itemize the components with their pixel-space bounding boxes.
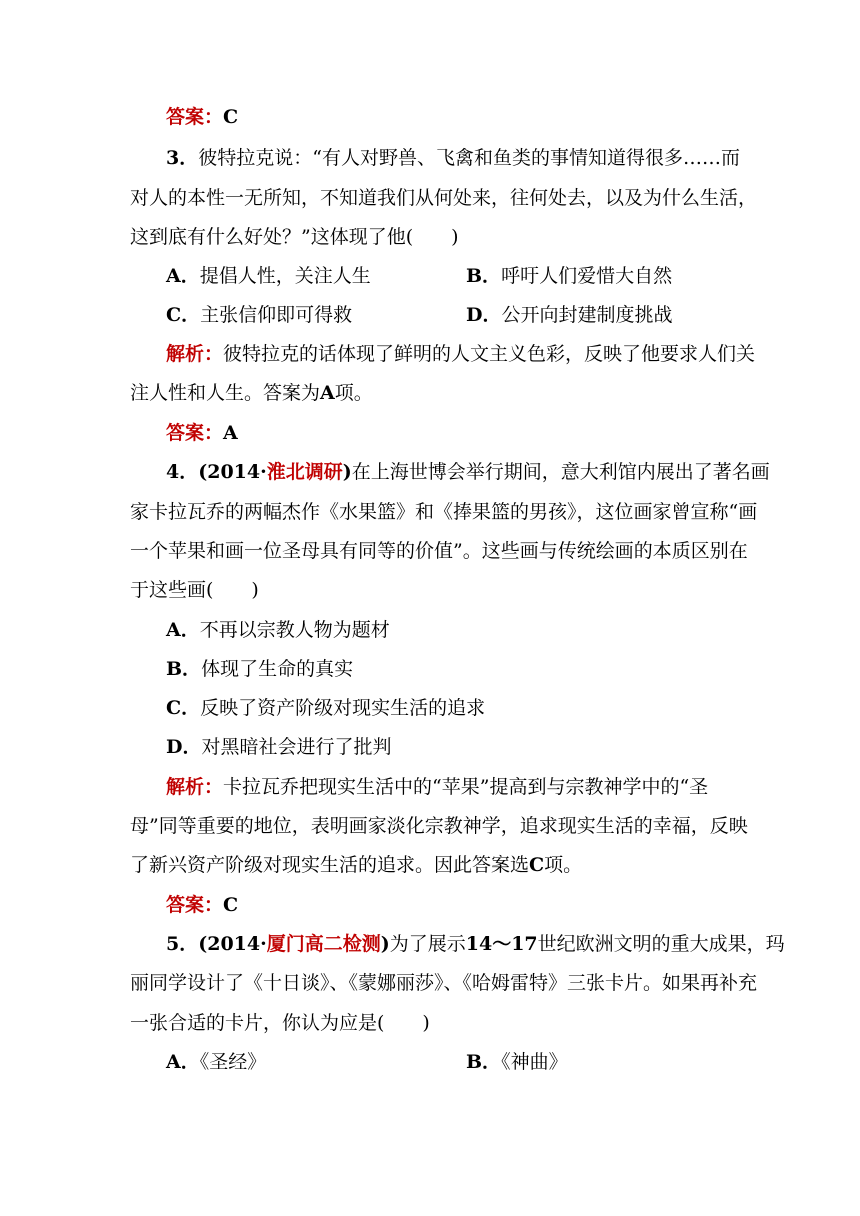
analysis-text: 注人性和人生。答案为 xyxy=(130,382,321,404)
option-letter: C． xyxy=(166,697,201,719)
option-letter: A． xyxy=(166,265,200,287)
question-4-option-b xyxy=(166,656,353,682)
option-text: 呼吁人们爱惜大自然 xyxy=(501,265,673,287)
analysis-answer-letter: A xyxy=(320,382,335,404)
analysis-text: 母”同等重要的地位，表明画家淡化宗教神学，追求现实生活的幸福，反映 xyxy=(130,815,748,837)
option-text: 反映了资产阶级对现实生活的追求 xyxy=(200,697,486,719)
question-4-option-d xyxy=(166,734,392,760)
question-text-century: 14～17 xyxy=(465,933,538,955)
question-source-year: (2014· xyxy=(198,461,267,483)
option-text: 体现了生命的真实 xyxy=(201,658,354,680)
question-source-place: 厦门高二检测 xyxy=(266,933,381,955)
question-4-stem-line-2 xyxy=(130,499,757,525)
answer-label: 答案： xyxy=(166,106,224,128)
answer-line-q4 xyxy=(166,892,238,918)
answer-line-q2 xyxy=(166,104,238,130)
option-letter: B． xyxy=(166,658,202,680)
question-source-place: 淮北调研 xyxy=(266,461,343,483)
question-5-option-a xyxy=(166,1049,266,1075)
question-number: 3． xyxy=(166,147,199,169)
question-text: 于这些画( ) xyxy=(130,579,259,601)
option-letter: C． xyxy=(166,304,201,326)
question-5-option-b xyxy=(466,1049,568,1075)
question-text: 家卡拉瓦乔的两幅杰作《水果篮》和《捧果篮的男孩》，这位画家曾宣称“画 xyxy=(130,501,758,523)
question-3-option-a xyxy=(166,263,371,289)
question-3-option-b xyxy=(466,263,672,289)
answer-label: 答案： xyxy=(166,894,224,916)
question-3-stem-line-1 xyxy=(166,145,740,171)
question-text: 这到底有什么好处？”这体现了他( ) xyxy=(130,226,459,248)
answer-value: C xyxy=(223,106,239,128)
question-3-analysis-line-1 xyxy=(166,341,755,367)
answer-value: A xyxy=(223,422,238,444)
option-text: 不再以宗教人物为题材 xyxy=(199,619,390,641)
question-text: 在上海世博会举行期间，意大利馆内展出了著名画 xyxy=(351,461,770,483)
question-4-stem-line-3 xyxy=(130,538,748,564)
option-letter: A． xyxy=(166,1051,200,1073)
option-letter: D． xyxy=(166,736,202,758)
question-3-stem-line-2 xyxy=(130,185,757,211)
option-letter: D． xyxy=(466,304,502,326)
question-text: 为了展示 xyxy=(389,933,466,955)
question-text: 一张合适的卡片，你认为应是( ) xyxy=(130,1012,430,1034)
option-text: 主张信仰即可得救 xyxy=(200,304,353,326)
question-text: 对人的本性一无所知，不知道我们从何处来，往何处去，以及为什么生活， xyxy=(130,187,758,209)
analysis-answer-letter: C xyxy=(529,854,545,876)
analysis-text: 彼特拉克的话体现了鲜明的人文主义色彩，反映了他要求人们关 xyxy=(223,343,756,365)
option-letter: B． xyxy=(466,265,502,287)
option-letter: B． xyxy=(466,1051,502,1073)
question-3-option-c xyxy=(166,302,352,328)
analysis-label: 解析： xyxy=(166,776,224,798)
question-3-option-d xyxy=(466,302,673,328)
question-source-year: (2014· xyxy=(198,933,267,955)
answer-label: 答案： xyxy=(166,422,224,444)
answer-value: C xyxy=(223,894,239,916)
question-4-option-a xyxy=(166,617,390,643)
answer-line-q3 xyxy=(166,420,238,446)
option-text: 《圣经》 xyxy=(199,1051,267,1073)
analysis-text: 项。 xyxy=(334,382,373,404)
analysis-text: 卡拉瓦乔把现实生活中的“苹果”提高到与宗教神学中的“圣 xyxy=(223,776,709,798)
question-5-stem-line-2 xyxy=(130,970,757,996)
question-4-analysis-line-3 xyxy=(130,852,582,878)
question-text: 丽同学设计了《十日谈》、《蒙娜丽莎》、《哈姆雷特》三张卡片。如果再补充 xyxy=(130,972,758,994)
question-3-analysis-line-2 xyxy=(130,380,373,406)
question-text: 世纪欧洲文明的重大成果，玛 xyxy=(537,933,785,955)
question-4-stem-line-4 xyxy=(130,577,259,603)
analysis-text: 了新兴资产阶级对现实生活的追求。因此答案选 xyxy=(130,854,530,876)
question-source-close: ) xyxy=(342,461,352,483)
question-5-stem-line-3 xyxy=(130,1010,430,1036)
question-3-stem-line-3 xyxy=(130,224,459,250)
question-source-close: ) xyxy=(380,933,390,955)
option-text: 《神曲》 xyxy=(501,1051,568,1073)
question-number: 5． xyxy=(166,933,199,955)
question-4-option-c xyxy=(166,695,485,721)
question-5-stem-line-1 xyxy=(166,931,785,957)
question-text: 彼特拉克说：“有人对野兽、飞禽和鱼类的事情知道得很多……而 xyxy=(198,147,740,169)
option-text: 公开向封建制度挑战 xyxy=(501,304,673,326)
question-number: 4． xyxy=(166,461,199,483)
option-text: 提倡人性，关注人生 xyxy=(199,265,371,287)
question-4-stem-line-1 xyxy=(166,459,770,485)
question-text: 一个苹果和画一位圣母具有同等的价值”。这些画与传统绘画的本质区别在 xyxy=(130,540,748,562)
analysis-text: 项。 xyxy=(544,854,583,876)
question-4-analysis-line-1 xyxy=(166,774,708,800)
question-4-analysis-line-2 xyxy=(130,813,748,839)
option-letter: A． xyxy=(166,619,200,641)
analysis-label: 解析： xyxy=(166,343,224,365)
option-text: 对黑暗社会进行了批判 xyxy=(201,736,392,758)
